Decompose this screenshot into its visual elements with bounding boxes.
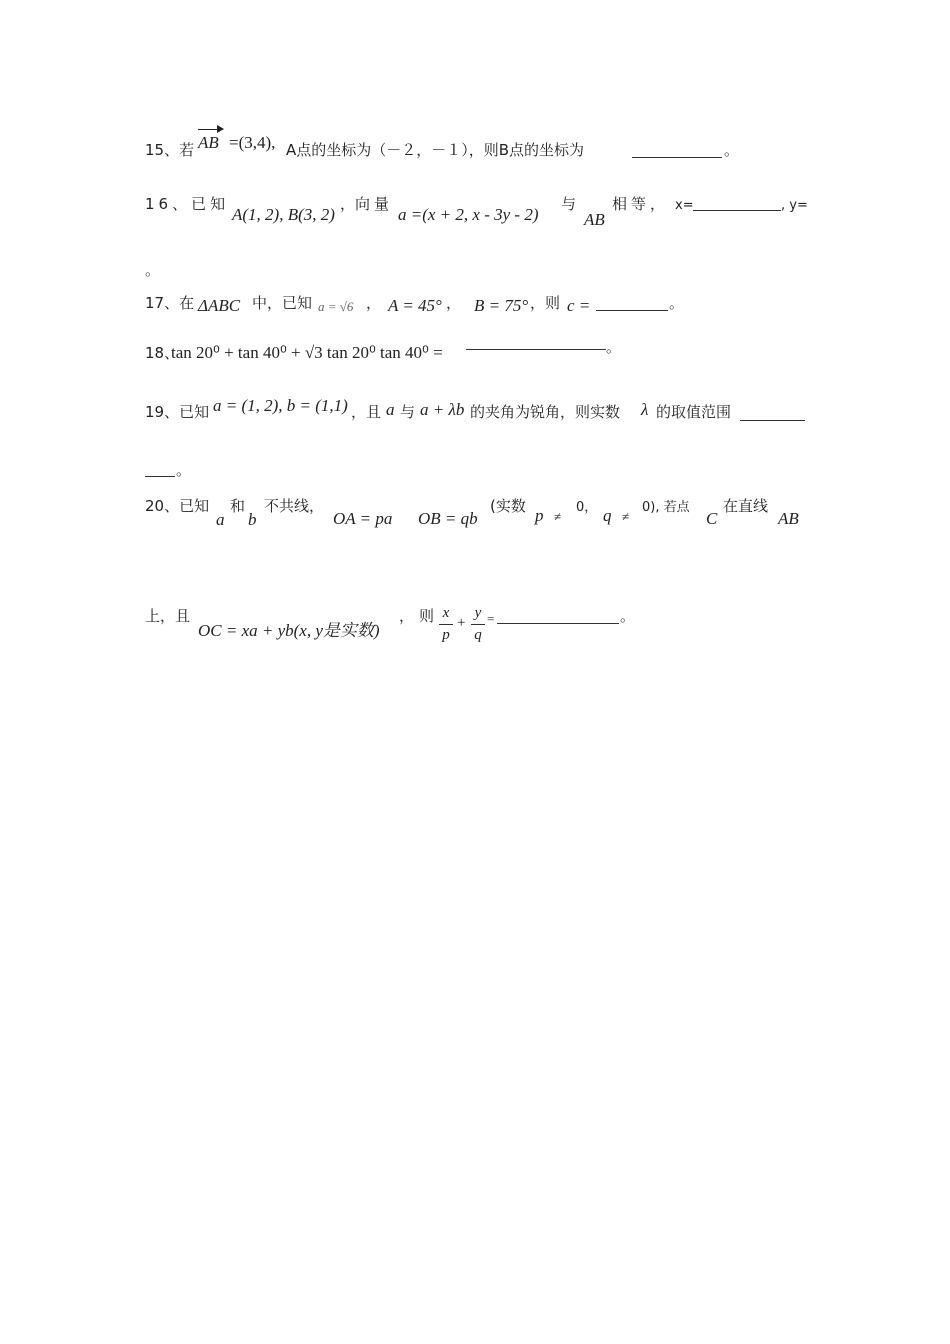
q20-fraction-x-p [439,606,453,643]
q20-fraction-y-q [471,606,485,643]
q20-oc: OC = xa + yb(x, y是实数) [198,621,380,640]
q17-then: ，则 [530,294,561,312]
q20-q: q [603,506,612,525]
q15-vector: AB [198,133,219,152]
q20-cond-open: (实数 [490,497,526,515]
q16-equal: 相等， [612,195,670,213]
q16-with: 与 [561,195,577,213]
q15-number: 15、若 [145,141,195,159]
q17-comma: ， [366,294,382,312]
q17-end: 。 [669,294,685,312]
q17-comma2: ， [446,294,462,312]
q16-y-label: , y= [781,198,808,213]
q20-online: 在直线 [723,497,769,515]
q15-answer-blank[interactable] [632,157,722,158]
q20-ob: OB = qb [418,509,478,528]
q17-answer-blank[interactable] [596,310,668,311]
q15-end: 。 [724,141,740,159]
q20-frac-p: p [442,627,450,643]
q19-vectors: a = (1, 2), b = (1,1) [213,396,348,415]
q20-zero: 0， [576,500,598,515]
q20-answer-blank[interactable] [497,623,619,624]
q17-mid: 中，已知 [252,294,313,312]
q20-AB: AB [778,509,799,528]
fraction-bar [471,624,485,625]
q16-comma: ， [340,195,356,213]
q17-B-value: B = 75° [474,296,529,315]
q17-c-eq: c = [567,296,591,315]
q16-vector-label: 向量 [355,195,394,213]
q19-text2: 的取值范围 [656,403,732,421]
q15-text: A点的坐标为（－２，－１），则B点的坐标为 [286,141,585,159]
q19-and: ，且 [351,403,382,421]
q17-triangle: ΔABC [198,296,241,315]
q20-C: C [706,509,718,528]
q16-points: A(1, 2), B(3, 2) [232,205,335,224]
q17-A-value: A = 45° [388,296,442,315]
q20-oa: OA = pa [333,509,393,528]
q20-p: p [535,506,544,525]
q15-value: =(3,4), [229,133,276,152]
q18-expression: tan 20⁰ + tan 40⁰ + √3 tan 20⁰ tan 40⁰ = [171,343,443,362]
q19-a-lambda-b: a + λb [420,400,465,419]
q20-a: a [216,510,225,529]
q20-b: b [248,510,257,529]
q19-number: 19、已知 [145,403,210,421]
q20-noncollinear: 不共线， [264,497,325,515]
q16-end: 。 [145,261,161,279]
q20-then: 则 [419,607,435,625]
q16-vector-expr: a =(x + 2, x - 3y - 2) [398,205,539,224]
q20-and: 和 [230,497,246,515]
q17-number: 17、在 [145,294,195,312]
vector-arrow [198,129,222,130]
q20-number: 20、已知 [145,497,210,515]
q16-number: 16、已知 [145,195,230,213]
q16-x-blank[interactable] [693,210,781,211]
q20-eq: = [487,611,495,626]
q19-lambda: λ [641,400,649,419]
q18-number: 18、 [145,344,180,362]
q19-answer-blank-2[interactable] [145,476,175,477]
q20-frac-y: y [474,605,482,621]
q20-line2-start: 上，且 [145,607,191,625]
q16-x-label: x= [675,198,694,213]
q18-answer-blank[interactable] [466,349,606,350]
q17-a-value: a = √6 [318,299,354,314]
q16-ab: AB [584,210,605,229]
q19-answer-blank-1[interactable] [740,420,805,421]
q20-frac-x: x [442,605,450,621]
fraction-bar [439,624,453,625]
q20-comma: ， [399,607,415,625]
q20-plus: + [457,615,466,631]
q18-end: 。 [606,338,622,356]
q20-neq2: ≠ [622,509,630,524]
q20-zero2: 0), 若点 [642,500,690,515]
q20-neq: ≠ [554,509,562,524]
q20-end: 。 [620,607,636,625]
q19-a: a [386,400,395,419]
q19-with: 与 [400,403,416,421]
q20-frac-q: q [474,627,482,643]
q19-end: 。 [176,461,192,479]
q19-text: 的夹角为锐角，则实数 [470,403,621,421]
